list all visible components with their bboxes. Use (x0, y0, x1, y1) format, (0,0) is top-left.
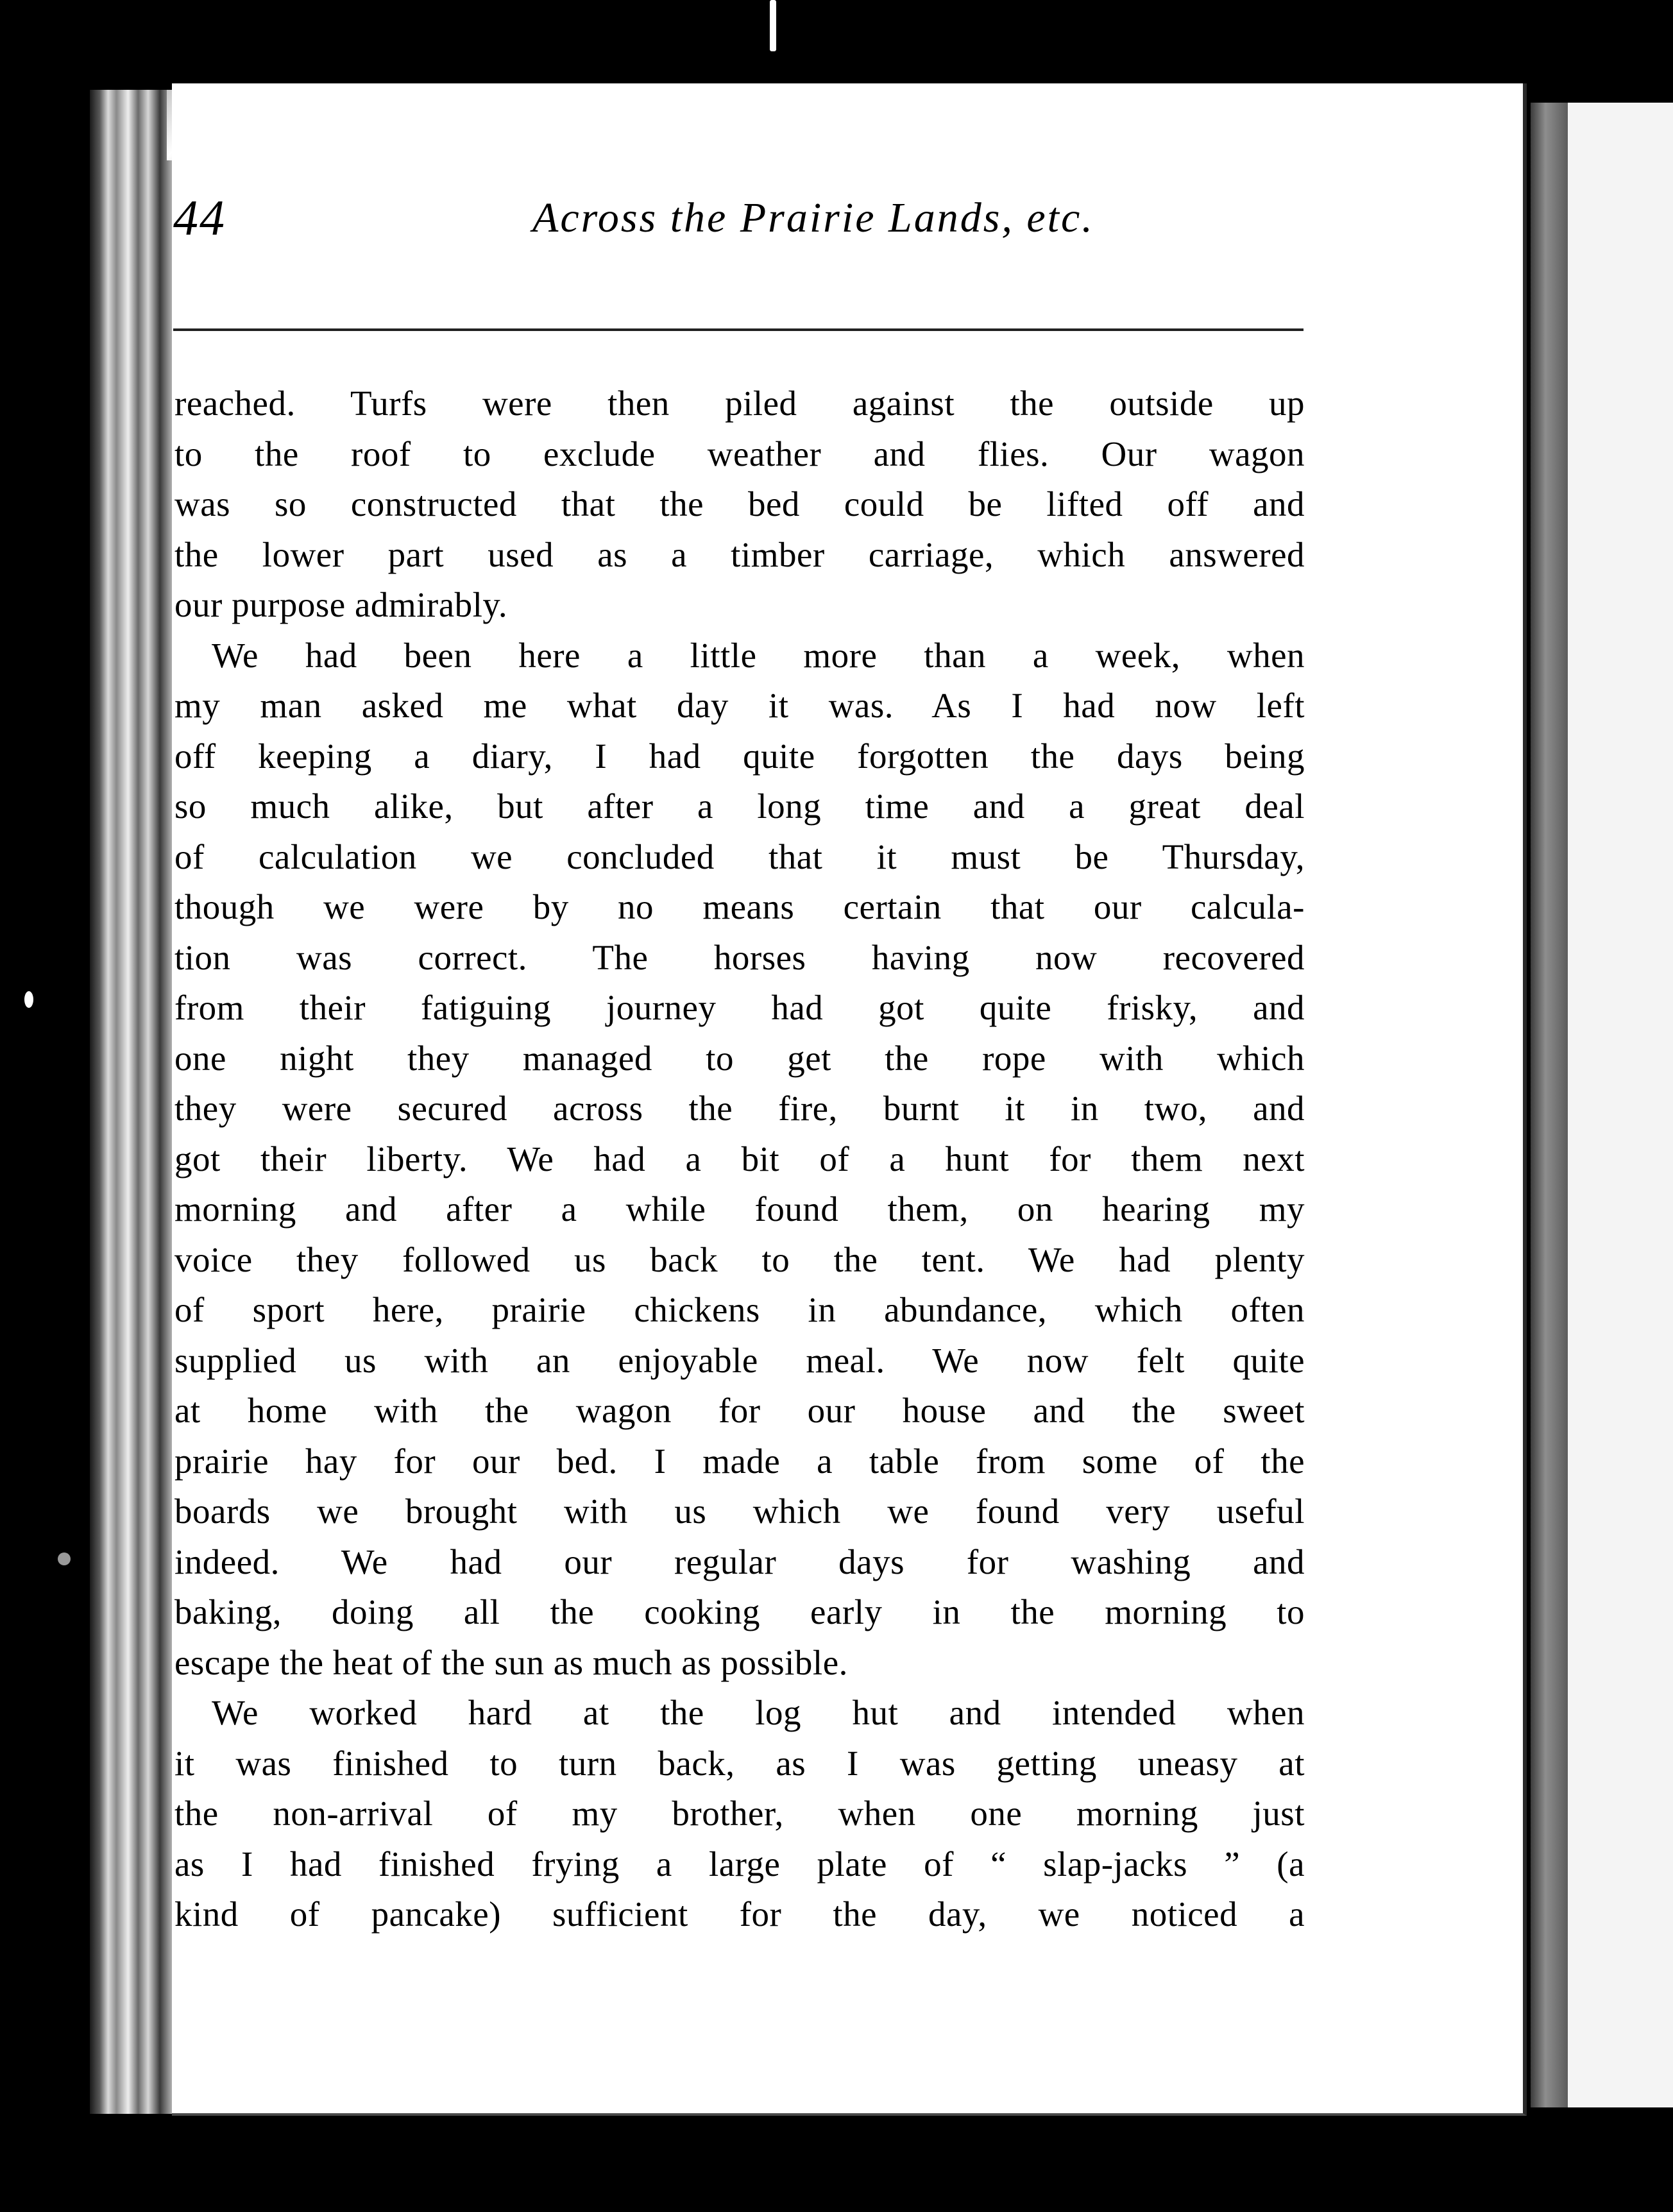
text-line: escape the heat of the sun as much as possible. (174, 1642, 848, 1682)
running-head (173, 173, 1302, 263)
text-line: they were secured across the fire, burnt it in two, and (174, 1089, 1305, 1128)
text-line: supplied us with an enjoyable meal. We now felt quite (174, 1340, 1305, 1380)
scan-speck (24, 991, 33, 1008)
running-title: Across the Prairie Lands, etc. (532, 194, 1094, 241)
scan-speck (770, 0, 776, 51)
text-line: tion was correct. The horses having now recovered (174, 937, 1305, 977)
text-line: so much alike, but after a long time and a great deal (174, 787, 1305, 826)
text-line: at home with the wagon for our house and the sweet (174, 1391, 1305, 1430)
book-binding-edge (90, 90, 173, 2114)
text-line: it was finished to turn back, as I was getting uneasy at (174, 1743, 1305, 1783)
text-line: though we were by no means certain that our calcula- (174, 887, 1305, 926)
text-line: off keeping a diary, I had quite forgotten the days being (174, 736, 1305, 776)
text-line: We had been here a little more than a week, when (212, 635, 1305, 675)
body-text (174, 379, 1305, 1940)
text-line: voice they followed us back to the tent. We had plenty (174, 1239, 1305, 1279)
header-rule (173, 328, 1304, 331)
text-line: to the roof to exclude weather and flies. Our wagon (174, 434, 1305, 473)
facing-page-edge (1568, 103, 1673, 2107)
text-line: the non-arrival of my brother, when one morning just (174, 1794, 1305, 1833)
text-line: We worked hard at the log hut and intended when (212, 1693, 1305, 1732)
text-line: the lower part used as a timber carriage, which answered (174, 534, 1305, 574)
page-number: 44 (173, 190, 226, 246)
text-line: indeed. We had our regular days for washing and (174, 1542, 1305, 1581)
text-line: as I had finished frying a large plate of “ slap-jacks ” (a (174, 1844, 1305, 1884)
text-line: prairie hay for our bed. I made a table from some of the (174, 1441, 1305, 1481)
text-line: our purpose admirably. (174, 585, 508, 624)
text-line: of calculation we concluded that it must be Thursday, (174, 837, 1305, 876)
text-line: one night they managed to get the rope with which (174, 1038, 1305, 1078)
text-line: got their liberty. We had a bit of a hunt for them next (174, 1139, 1305, 1178)
page-gutter-shadow (1531, 103, 1568, 2107)
text-line: morning and after a while found them, on hearing my (174, 1189, 1305, 1229)
text-line: reached. Turfs were then piled against the outside up (174, 384, 1305, 423)
text-line: of sport here, prairie chickens in abundance, which often (174, 1290, 1305, 1329)
text-line: was so constructed that the bed could be lifted off and (174, 484, 1305, 523)
text-line: from their fatiguing journey had got quite frisky, and (174, 988, 1305, 1027)
text-line: kind of pancake) sufficient for the day, we noticed a (174, 1894, 1305, 1934)
scan-speck (58, 1553, 71, 1565)
text-line: boards we brought with us which we found very useful (174, 1492, 1305, 1531)
text-line: baking, doing all the cooking early in the morning to (174, 1592, 1305, 1631)
text-line: my man asked me what day it was. As I had now left (174, 686, 1305, 725)
